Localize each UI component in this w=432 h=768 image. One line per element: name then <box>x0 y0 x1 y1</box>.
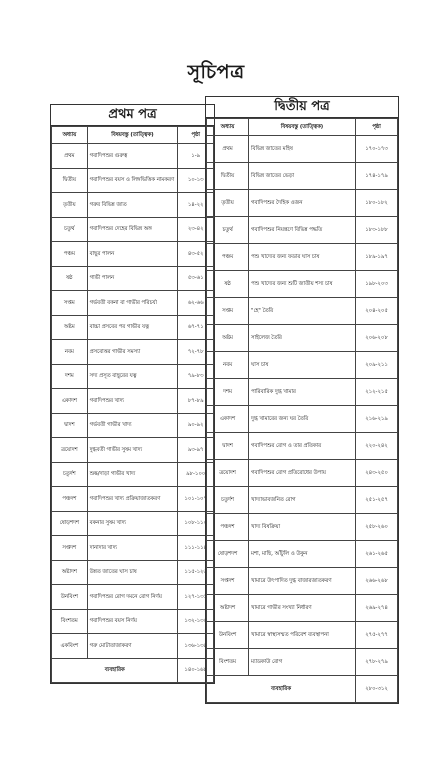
page-header: পৃষ্ঠা <box>178 127 214 144</box>
page-cell: ২২০-২৪২ <box>355 433 397 460</box>
first-paper-title: প্রথম পত্র <box>51 105 214 126</box>
table-row <box>52 536 214 561</box>
subject-cell: সাইলেজ তৈরি <box>249 325 356 352</box>
chapter-cell: প্রথম <box>207 136 249 163</box>
subject-header: বিষয়বস্তু (তাত্ত্বিক) <box>87 127 178 144</box>
chapter-cell: পঞ্চদশ <box>207 514 249 541</box>
second-paper-title: দ্বিতীয় পত্র <box>206 97 398 118</box>
chapter-cell: অষ্টাদশ <box>52 560 88 585</box>
chapter-cell: বিংশতম <box>207 649 249 676</box>
chapter-cell: চতুর্দশ <box>52 462 88 487</box>
table-row <box>52 364 214 389</box>
second-paper-table <box>206 118 398 703</box>
first-paper-rows <box>52 144 214 683</box>
chapter-cell: চতুর্থ <box>207 217 249 244</box>
chapter-cell: পঞ্চদশ <box>52 487 88 512</box>
subject-cell: দুগ্ধ খামারের জন্য ঘর তৈরি <box>249 406 356 433</box>
chapter-cell: ষোড়শদশ <box>207 541 249 568</box>
subject-cell: গবাদিপশুর বয়স ও লিঙ্গভিত্তিক নামকরণ <box>87 168 178 193</box>
subject-cell: খামারে উৎপাদিত দুগ্ধ বাজারজাতকরণ <box>249 568 356 595</box>
chapter-cell: দ্বিতীয় <box>52 168 88 193</box>
chapter-cell: একাদশ <box>207 406 249 433</box>
chapter-cell: নবম <box>207 352 249 379</box>
table-row <box>52 168 214 193</box>
first-paper-panel <box>50 104 215 684</box>
table-row <box>207 217 398 244</box>
table-row <box>207 163 398 190</box>
chapter-cell: সপ্তদশ <box>52 536 88 561</box>
table-row <box>52 438 214 463</box>
subject-cell: বকনার সুষম খাদ্য <box>87 511 178 536</box>
chapter-cell: চতুর্থ <box>52 217 88 242</box>
chapter-cell: অষ্টাদশ <box>207 595 249 622</box>
subject-cell: প্রসবোত্তর গাভীর সমস্যা <box>87 340 178 365</box>
chapter-cell: ত্রয়োদশ <box>52 438 88 463</box>
page-cell: ১৮০-১৮২ <box>355 190 397 217</box>
table-row <box>52 413 214 438</box>
subject-header: বিষয়বস্তু (তাত্ত্বিক) <box>249 119 356 136</box>
second-paper-panel <box>205 96 399 704</box>
table-row <box>52 291 214 316</box>
table-row <box>52 511 214 536</box>
table-row <box>207 514 398 541</box>
table-header-row <box>207 119 398 136</box>
page-cell: ২১৬-২১৯ <box>355 406 397 433</box>
practical-label: ব্যবহারিক <box>52 658 178 683</box>
subject-cell: সদ্য প্রসূত বাছুরের যত্ন <box>87 364 178 389</box>
table-row <box>207 622 398 649</box>
subject-cell: খামারে স্বাস্থ্যসম্মত পরিবেশ ব্যবস্থাপনা <box>249 622 356 649</box>
table-row <box>52 609 214 634</box>
table-row <box>207 649 398 676</box>
subject-cell: বিভিন্ন জাতের ভেড়া <box>249 163 356 190</box>
chapter-cell: দ্বিতীয় <box>207 163 249 190</box>
subject-cell: খাদ্য বিষক্রিয়া <box>249 514 356 541</box>
page-title: সূচিপত্র <box>187 61 245 83</box>
subject-cell: খামারে গাভীর সংখ্যা নির্ধারণ <box>249 595 356 622</box>
page-cell: ১৮৩-১৮৮ <box>355 217 397 244</box>
page-cell: ১২৭-১৩১ <box>178 585 214 610</box>
chapter-cell: সপ্তম <box>207 298 249 325</box>
page-cell: ১০-১৩ <box>178 168 214 193</box>
subject-cell: গরুর বিভিন্ন জাত <box>87 193 178 218</box>
chapter-cell: অষ্টম <box>207 325 249 352</box>
table-row <box>52 462 214 487</box>
page-cell: ২১২-২১৫ <box>355 379 397 406</box>
chapter-cell: পঞ্চম <box>207 244 249 271</box>
chapter-cell: তৃতীয় <box>52 193 88 218</box>
table-row <box>52 585 214 610</box>
subject-cell: উন্নত জাতের ঘাস চাষ <box>87 560 178 585</box>
page-cell: ২৪৩-২৫০ <box>355 460 397 487</box>
table-row <box>207 406 398 433</box>
chapter-cell: ষষ্ঠ <box>52 266 88 291</box>
subject-cell: গবাদিপশুর দৈহিক ওজন <box>249 190 356 217</box>
page-cell: ৪৩-৫২ <box>178 242 214 267</box>
first-paper-table <box>51 126 214 683</box>
page-cell: ১৩৬-১৩৯ <box>178 634 214 659</box>
page-cell: ১৩২-১৩৫ <box>178 609 214 634</box>
chapter-cell: দ্বাদশ <box>52 413 88 438</box>
subject-cell: গর্ভবতী গাভীর খাদ্য <box>87 413 178 438</box>
subject-cell: গরু মোটাতাজাকরণ <box>87 634 178 659</box>
chapter-cell: বিংশতম <box>52 609 88 634</box>
page-cell: ২৬৯-২৭৪ <box>355 595 397 622</box>
page-cell: ১৪-২২ <box>178 193 214 218</box>
second-paper-rows <box>207 136 398 703</box>
page-cell: ৬২-৬৬ <box>178 291 214 316</box>
table-row <box>207 244 398 271</box>
table-row <box>52 487 214 512</box>
subject-cell: গবাদিপশুর গুরুত্ব <box>87 144 178 169</box>
page-cell: ১৭৪-১৭৯ <box>355 163 397 190</box>
table-row <box>52 193 214 218</box>
chapter-cell: চতুর্দশ <box>207 487 249 514</box>
subject-cell: গবাদিপশুর রোগ দমনে রোগ নির্ণয় <box>87 585 178 610</box>
page-cell: ৭২-৭৮ <box>178 340 214 365</box>
practical-page: ২৮০-৩১২ <box>355 676 397 703</box>
page-cell: ৭৯-৮৩ <box>178 364 214 389</box>
practical-row <box>52 658 214 683</box>
table-header-row <box>52 127 214 144</box>
page-cell: ১৮৯-১৯৭ <box>355 244 397 271</box>
table-row <box>52 315 214 340</box>
table-row <box>52 144 214 169</box>
page-cell: ২০৪-২০৫ <box>355 298 397 325</box>
table-row <box>207 190 398 217</box>
table-row <box>207 271 398 298</box>
table-row <box>207 568 398 595</box>
subject-cell: গবাদিপশুর খাদ্য <box>87 389 178 414</box>
chapter-cell: নবম <box>52 340 88 365</box>
chapter-cell: অষ্টম <box>52 315 88 340</box>
page-cell: ৯৩-৯৭ <box>178 438 214 463</box>
subject-cell: ম্যাডকাউ রোগ <box>249 649 356 676</box>
page-cell: ২৬১-২৬৫ <box>355 541 397 568</box>
chapter-cell: সপ্তদশ <box>207 568 249 595</box>
subject-cell: বাচ্চা প্রসবের পর গাভীর যত্ন <box>87 315 178 340</box>
subject-cell: গবাদিপশুর নিয়ন্ত্রণে বিভিন্ন পদ্ধতি <box>249 217 356 244</box>
subject-cell: গবাদিপশুর বয়স নির্ণয় <box>87 609 178 634</box>
table-row <box>207 136 398 163</box>
page-cell: ৬৭-৭১ <box>178 315 214 340</box>
chapter-cell: ষোড়শদশ <box>52 511 88 536</box>
table-row <box>207 487 398 514</box>
table-row <box>207 541 398 568</box>
page-header: পৃষ্ঠা <box>355 119 397 136</box>
table-row <box>52 389 214 414</box>
page-cell: ১০১-১০৭ <box>178 487 214 512</box>
chapter-cell: পঞ্চম <box>52 242 88 267</box>
page-cell: ২৩-৪২ <box>178 217 214 242</box>
chapter-cell: উনবিংশ <box>52 585 88 610</box>
chapter-header: অধ্যায় <box>207 119 249 136</box>
subject-cell: পশু খাদ্যের জন্য শুটি জাতীয় শস্য চাষ <box>249 271 356 298</box>
subject-cell: পারিবারিক দুগ্ধ খামার <box>249 379 356 406</box>
subject-cell: বিভিন্ন জাতের মহিষ <box>249 136 356 163</box>
subject-cell: দানাদার খাদ্য <box>87 536 178 561</box>
table-row <box>52 634 214 659</box>
page-cell: ২৭৫-২৭৭ <box>355 622 397 649</box>
page-cell: ২০৬-২০৮ <box>355 325 397 352</box>
table-row <box>52 560 214 585</box>
page-cell: ১১৫-১২৬ <box>178 560 214 585</box>
subject-cell: বাছুর পালন <box>87 242 178 267</box>
chapter-cell: ষষ্ঠ <box>207 271 249 298</box>
page-cell: ২৬৬-২৬৮ <box>355 568 397 595</box>
table-row <box>207 433 398 460</box>
page-cell: ৯৮-১০০ <box>178 462 214 487</box>
page-cell: ১৯৮-২০৩ <box>355 271 397 298</box>
chapter-cell: একবিংশ <box>52 634 88 659</box>
page-cell: ২৫১-২৫৭ <box>355 487 397 514</box>
subject-cell: গবাদিপশুর রোগ প্রতিরোধের উপায় <box>249 460 356 487</box>
subject-cell: গর্ভবতী বকনা বা গাভীর পরিচর্যা <box>87 291 178 316</box>
chapter-cell: উনবিংশ <box>207 622 249 649</box>
table-row <box>207 352 398 379</box>
page-cell: ১১১-১১৪ <box>178 536 214 561</box>
subject-cell: গবাদিপশুর রোগ ও তার প্রতিকার <box>249 433 356 460</box>
chapter-cell: সপ্তম <box>52 291 88 316</box>
page-cell: ২০৯-২১১ <box>355 352 397 379</box>
table-row <box>207 379 398 406</box>
page-cell: ৮৭-৮৯ <box>178 389 214 414</box>
subject-cell: শুষ্ক/দাড়া গাভীর খাদ্য <box>87 462 178 487</box>
subject-cell: পশু খাদ্যের জন্য ফডার ঘাস চাষ <box>249 244 356 271</box>
table-row <box>207 460 398 487</box>
page-cell: ১০৮-১১০ <box>178 511 214 536</box>
chapter-cell: একাদশ <box>52 389 88 414</box>
practical-row <box>207 676 398 703</box>
subject-cell: "হে" তৈরি <box>249 298 356 325</box>
table-row <box>52 217 214 242</box>
chapter-header: অধ্যায় <box>52 127 88 144</box>
table-row <box>207 298 398 325</box>
table-row <box>52 242 214 267</box>
subject-cell: মশা, মাছি, আঁটুলি ও উকুন <box>249 541 356 568</box>
table-row <box>52 266 214 291</box>
chapter-cell: প্রথম <box>52 144 88 169</box>
chapter-cell: দশম <box>207 379 249 406</box>
page-cell: ৯০-৯২ <box>178 413 214 438</box>
page-cell: ১-৯ <box>178 144 214 169</box>
practical-label: ব্যবহারিক <box>207 676 356 703</box>
chapter-cell: তৃতীয় <box>207 190 249 217</box>
subject-cell: গবাদিপশুর খাদ্য প্রক্রিয়াজাতকরণ <box>87 487 178 512</box>
chapter-cell: ত্রয়োদশ <box>207 460 249 487</box>
table-row <box>207 325 398 352</box>
chapter-cell: দশম <box>52 364 88 389</box>
table-row <box>207 595 398 622</box>
subject-cell: খাদ্যাভাবজনিত রোগ <box>249 487 356 514</box>
page-cell: ২৭৮-২৭৯ <box>355 649 397 676</box>
table-row <box>52 340 214 365</box>
page-cell: ২৫৮-২৬০ <box>355 514 397 541</box>
subject-cell: গাভী পালন <box>87 266 178 291</box>
subject-cell: ঘাস চাষ <box>249 352 356 379</box>
subject-cell: দুগ্ধবতী গাভীর সুষম খাদ্য <box>87 438 178 463</box>
page-cell: ১৭০-১৭৩ <box>355 136 397 163</box>
subject-cell: গবাদিপশুর দেহের বিভিন্ন অঙ্গ <box>87 217 178 242</box>
chapter-cell: দ্বাদশ <box>207 433 249 460</box>
practical-page: ১৪০-১৬৮ <box>178 658 214 683</box>
page-cell: ৫৩-৬১ <box>178 266 214 291</box>
